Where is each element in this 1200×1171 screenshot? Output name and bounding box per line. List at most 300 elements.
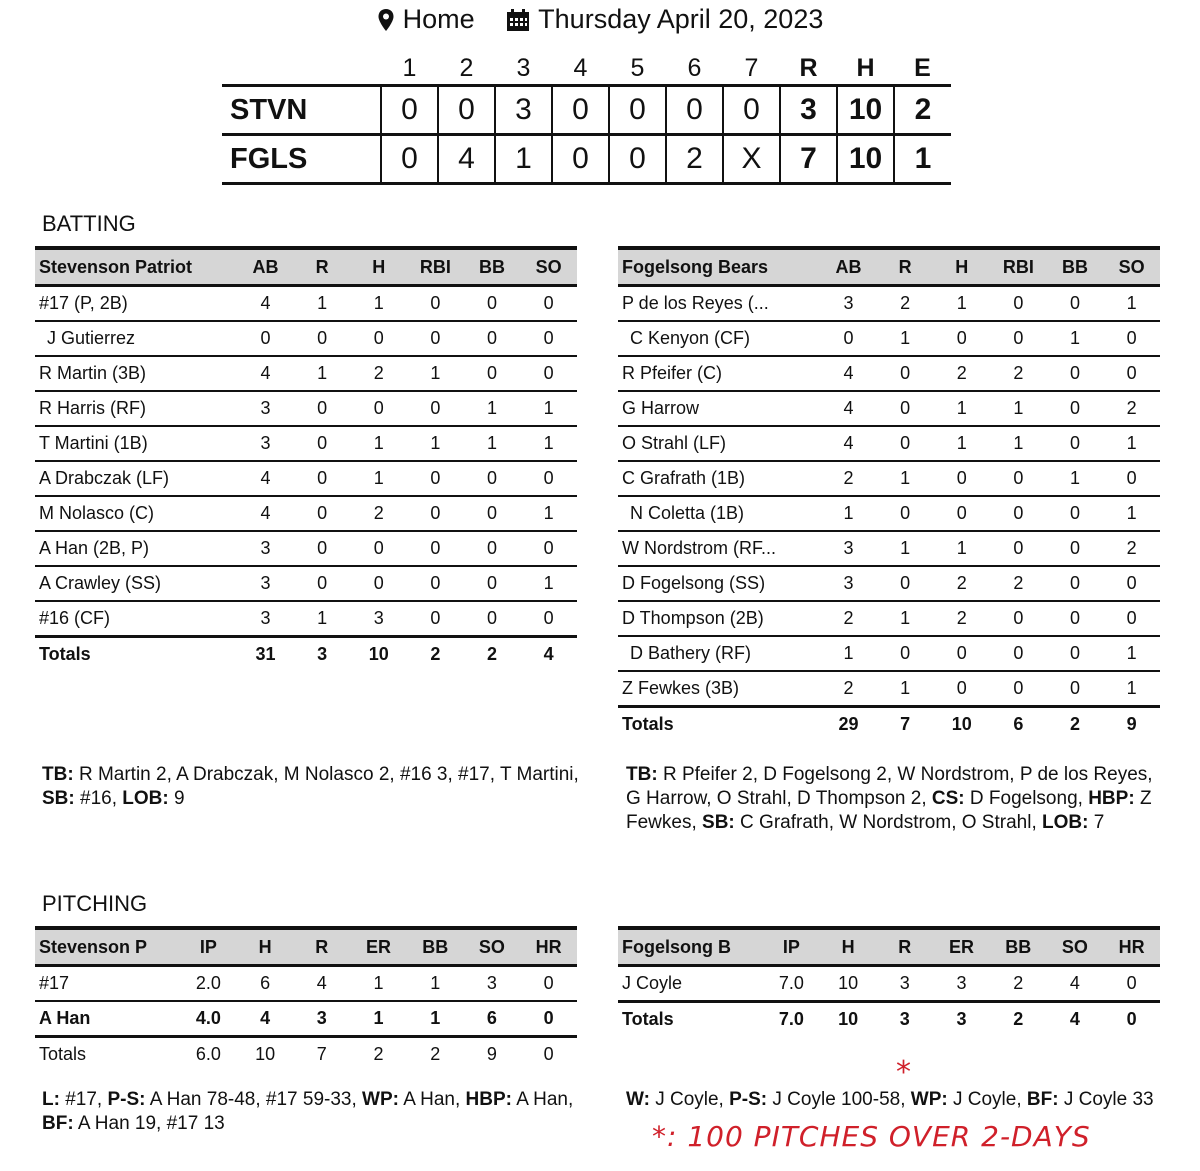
player-name: A Crawley (SS) — [35, 566, 237, 601]
stat-cell: 0 — [350, 566, 407, 601]
stat-cell: 0 — [407, 321, 464, 356]
stat-cell: 2 — [990, 356, 1047, 391]
stat-cell: 10 — [350, 637, 407, 672]
stat-cell: 0 — [877, 636, 934, 671]
team-runs: 3 — [780, 86, 837, 135]
table-row — [35, 321, 577, 356]
stat-cell: 4 — [237, 286, 294, 322]
inning-header: 6 — [687, 53, 702, 82]
player-name: A Han (2B, P) — [35, 531, 237, 566]
stat-cell: 2 — [820, 671, 877, 707]
stat-cell: 0 — [464, 286, 521, 322]
stat-cell: 1 — [877, 671, 934, 707]
table-row — [618, 321, 1160, 356]
inning-header: 5 — [630, 53, 645, 82]
inning-score: 0 — [723, 86, 780, 135]
table-row — [35, 531, 577, 566]
totals-label: Totals — [618, 707, 820, 742]
stat-cell: 2 — [373, 1044, 384, 1064]
stat-cell: 1 — [520, 391, 577, 426]
col-header: SO — [1103, 248, 1160, 286]
stat-cell: 0 — [1047, 286, 1104, 322]
note-label: L: — [42, 1089, 60, 1110]
note-value: Z Fewkes, — [626, 788, 1152, 833]
game-date — [506, 4, 823, 35]
stat-cell: 0 — [990, 461, 1047, 496]
note-value: J Coyle, — [952, 1089, 1022, 1110]
stat-cell: 0 — [520, 356, 577, 391]
team-runs: 7 — [780, 135, 837, 184]
stat-cell: 0 — [1047, 391, 1104, 426]
stat-cell: 1 — [877, 531, 934, 566]
team-errors: 2 — [894, 86, 951, 135]
stat-cell: 0 — [933, 671, 990, 707]
calendar-icon — [506, 8, 530, 32]
note-value: J Coyle 33 — [1063, 1089, 1154, 1110]
batting-title: BATTING — [42, 211, 136, 236]
stat-cell: 1 — [933, 531, 990, 566]
inning-score: 0 — [609, 135, 666, 184]
player-name: C Grafrath (1B) — [618, 461, 820, 496]
stat-cell: 1 — [407, 966, 464, 1002]
note-label: BF: — [42, 1113, 74, 1134]
stat-cell: 2 — [430, 1044, 441, 1064]
stat-cell: 1 — [1047, 461, 1104, 496]
table-row — [618, 426, 1160, 461]
inning-score: 1 — [495, 135, 552, 184]
stat-cell: 1 — [933, 426, 990, 461]
stat-cell: 2.0 — [180, 966, 237, 1002]
col-header: H — [820, 928, 877, 966]
player-name: J Coyle — [618, 966, 763, 1002]
stat-cell: 0 — [1047, 636, 1104, 671]
stat-cell: 3 — [350, 601, 407, 637]
stat-cell: 1 — [464, 391, 521, 426]
stat-cell: 0 — [464, 566, 521, 601]
team-hits: 10 — [837, 135, 894, 184]
stat-cell: 9 — [486, 1044, 497, 1064]
stat-cell: 3 — [464, 966, 521, 1002]
stat-cell: 10 — [255, 1044, 276, 1064]
batting-notes-home — [42, 763, 582, 811]
stat-cell: 0 — [1047, 426, 1104, 461]
stat-cell: 4 — [293, 966, 350, 1002]
stat-cell: 4 — [237, 356, 294, 391]
col-header: HR — [1103, 928, 1160, 966]
stat-cell: 0 — [520, 461, 577, 496]
stat-cell: 2 — [990, 1002, 1047, 1037]
stat-cell: 1 — [294, 286, 351, 322]
stat-cell: 0 — [294, 531, 351, 566]
stat-cell: 1 — [520, 426, 577, 461]
note-value: R Martin 2, A Drabczak, M Nolasco 2, #16 3, #17, T Martini, — [78, 764, 579, 785]
stat-cell: 0 — [407, 496, 464, 531]
table-row — [618, 966, 1160, 1002]
team-hits: 10 — [837, 86, 894, 135]
inning-score: 2 — [666, 135, 723, 184]
stat-cell: 2 — [350, 356, 407, 391]
batting-table-home — [35, 246, 577, 671]
stat-cell: 0 — [1103, 966, 1160, 1002]
stat-cell: 0 — [990, 531, 1047, 566]
col-header: R — [877, 248, 934, 286]
team-errors: 1 — [894, 135, 951, 184]
table-row — [618, 531, 1160, 566]
note-label: BF: — [1026, 1089, 1059, 1110]
stat-cell: 1 — [933, 391, 990, 426]
note-value: J Coyle, — [655, 1089, 724, 1110]
stat-cell: 2 — [820, 461, 877, 496]
stat-cell: 0 — [350, 391, 407, 426]
note-value: R Pfeifer 2, D Fogelsong 2, W Nordstrom, P de los Reyes, G Harrow, O Strahl, D Thompson 2, — [626, 764, 1153, 809]
inning-header: 1 — [402, 53, 417, 82]
col-header: IP — [763, 928, 820, 966]
stat-cell: 0 — [407, 601, 464, 637]
pitching-table-home — [35, 926, 577, 1071]
stat-cell: 3 — [933, 966, 990, 1002]
note-value: #16, — [80, 788, 117, 809]
player-name: N Coletta (1B) — [618, 496, 820, 531]
stat-cell: 0 — [877, 391, 934, 426]
stat-cell: 4 — [820, 426, 877, 461]
stat-cell: 2 — [933, 356, 990, 391]
stat-cell: 1 — [350, 1001, 407, 1037]
stat-cell: 0 — [990, 671, 1047, 707]
stat-cell: 0 — [294, 461, 351, 496]
stat-cell: 0 — [464, 321, 521, 356]
stat-cell: 2 — [990, 966, 1047, 1002]
stat-cell: 0 — [990, 496, 1047, 531]
stat-cell: 2 — [820, 601, 877, 636]
stat-cell: 2 — [1103, 391, 1160, 426]
player-name: R Martin (3B) — [35, 356, 237, 391]
stat-cell: 1 — [820, 636, 877, 671]
table-row — [35, 566, 577, 601]
stat-cell: 0 — [464, 356, 521, 391]
stat-cell: 0 — [1047, 496, 1104, 531]
stat-cell: 0 — [407, 461, 464, 496]
inning-score: 0 — [381, 86, 438, 135]
hits-header: H — [856, 53, 875, 82]
stat-cell: 6 — [990, 707, 1047, 742]
stat-cell: 0 — [294, 496, 351, 531]
player-name: O Strahl (LF) — [618, 426, 820, 461]
team-name: Fogelsong Bears — [618, 248, 820, 286]
col-header: SO — [520, 248, 577, 286]
stat-cell: 0 — [464, 601, 521, 637]
stat-cell: 0 — [877, 426, 934, 461]
table-row — [618, 671, 1160, 707]
stat-cell: 7.0 — [763, 966, 820, 1002]
table-row — [35, 966, 577, 1002]
stat-cell: 0 — [1103, 356, 1160, 391]
player-name: #17 — [35, 966, 180, 1002]
table-row — [35, 426, 577, 461]
stat-cell: 1 — [1103, 636, 1160, 671]
inning-score: X — [723, 135, 780, 184]
table-row — [618, 636, 1160, 671]
note-label: TB: — [42, 764, 74, 785]
table-row — [35, 286, 577, 322]
stat-cell: 3 — [294, 637, 351, 672]
table-row — [618, 286, 1160, 322]
stat-cell: 1 — [407, 426, 464, 461]
stat-cell: 2 — [407, 637, 464, 672]
stat-cell: 1 — [877, 601, 934, 636]
linescore-row-home — [222, 135, 951, 184]
note-label: TB: — [626, 764, 658, 785]
col-header: RBI — [407, 248, 464, 286]
stat-cell: 0 — [520, 531, 577, 566]
stat-cell: 0 — [237, 321, 294, 356]
stat-cell: 1 — [1103, 286, 1160, 322]
stat-cell: 0 — [294, 426, 351, 461]
stat-cell: 0 — [464, 461, 521, 496]
col-header: R — [876, 928, 933, 966]
stat-cell: 0 — [464, 531, 521, 566]
stat-cell: 4 — [820, 356, 877, 391]
stat-cell: 4 — [1047, 1002, 1104, 1037]
note-value: A Han, — [403, 1089, 461, 1110]
stat-cell: 3 — [820, 566, 877, 601]
stat-cell: 3 — [237, 566, 294, 601]
note-value: A Han, — [516, 1089, 574, 1110]
stat-cell: 0 — [294, 566, 351, 601]
player-name: D Thompson (2B) — [618, 601, 820, 636]
stat-cell: 3 — [876, 966, 933, 1002]
totals-row — [35, 1037, 577, 1072]
col-header: BB — [464, 248, 521, 286]
stat-cell: 0 — [877, 496, 934, 531]
stat-cell: 0 — [520, 601, 577, 637]
stat-cell: 1 — [407, 356, 464, 391]
note-value: C Grafrath, W Nordstrom, O Strahl, — [740, 812, 1037, 833]
table-row — [618, 391, 1160, 426]
totals-row — [618, 1002, 1160, 1037]
stat-cell: 1 — [520, 566, 577, 601]
team-name: Fogelsong B — [618, 928, 763, 966]
stat-cell: 1 — [820, 496, 877, 531]
stat-cell: 1 — [990, 391, 1047, 426]
annotation-note: *: 100 PITCHES OVER 2-DAYS — [652, 1120, 1091, 1153]
team-name: Stevenson Patriot — [35, 248, 237, 286]
stat-cell: 3 — [237, 601, 294, 637]
table-row — [618, 601, 1160, 636]
player-name: D Fogelsong (SS) — [618, 566, 820, 601]
col-header: SO — [464, 928, 521, 966]
table-row — [618, 496, 1160, 531]
stat-cell: 3 — [933, 1002, 990, 1037]
inning-score: 0 — [381, 135, 438, 184]
col-header: BB — [990, 928, 1047, 966]
col-header: ER — [933, 928, 990, 966]
stat-cell: 0 — [1047, 601, 1104, 636]
stat-cell: 0 — [350, 321, 407, 356]
linescore-row-away — [222, 86, 951, 135]
stat-cell: 3 — [293, 1001, 350, 1037]
stat-cell: 3 — [876, 1002, 933, 1037]
col-header: BB — [407, 928, 464, 966]
player-name: #17 (P, 2B) — [35, 286, 237, 322]
note-label: P-S: — [729, 1089, 768, 1110]
table-row — [618, 566, 1160, 601]
team-abbr: FGLS — [222, 135, 381, 184]
note-value: 7 — [1093, 812, 1105, 833]
inning-header: 4 — [573, 53, 588, 82]
stat-cell: 4 — [237, 461, 294, 496]
note-value: J Coyle 100-58, — [772, 1089, 906, 1110]
stat-cell: 0 — [520, 286, 577, 322]
stat-cell: 0 — [877, 566, 934, 601]
stat-cell: 0 — [1047, 566, 1104, 601]
player-name: A Drabczak (LF) — [35, 461, 237, 496]
stat-cell: 29 — [820, 707, 877, 742]
col-header: BB — [1047, 248, 1104, 286]
note-label: W: — [626, 1089, 650, 1110]
col-header: H — [933, 248, 990, 286]
note-value: D Fogelsong, — [969, 788, 1083, 809]
col-header: SO — [1047, 928, 1104, 966]
stat-cell: 1 — [933, 286, 990, 322]
stat-cell: 2 — [1103, 531, 1160, 566]
stat-cell: 0 — [1103, 566, 1160, 601]
stat-cell: 4 — [520, 637, 577, 672]
stat-cell: 0 — [933, 321, 990, 356]
col-header: RBI — [990, 248, 1047, 286]
note-label: SB: — [42, 788, 75, 809]
table-row — [35, 356, 577, 391]
pitching-notes-home — [42, 1088, 582, 1136]
stat-cell: 3 — [237, 426, 294, 461]
inning-score: 0 — [552, 86, 609, 135]
col-header: H — [350, 248, 407, 286]
table-row — [35, 1001, 577, 1037]
totals-label: Totals — [618, 1002, 763, 1037]
stat-cell: 4 — [820, 391, 877, 426]
note-label: SB: — [702, 812, 735, 833]
player-name: M Nolasco (C) — [35, 496, 237, 531]
table-row — [35, 391, 577, 426]
pitching-notes-away — [626, 1088, 1166, 1112]
errors-header: E — [914, 53, 931, 82]
col-header: ER — [350, 928, 407, 966]
location-text: Home — [402, 4, 475, 34]
stat-cell: 0 — [294, 391, 351, 426]
linescore-table — [222, 52, 951, 185]
stat-cell: 0 — [990, 601, 1047, 636]
stat-cell: 0 — [1103, 461, 1160, 496]
stat-cell: 1 — [350, 286, 407, 322]
stat-cell: 4.0 — [180, 1001, 237, 1037]
stat-cell: 2 — [990, 566, 1047, 601]
note-value: 9 — [174, 788, 185, 809]
inning-score: 4 — [438, 135, 495, 184]
runs-header: R — [799, 53, 818, 82]
stat-cell: 2 — [464, 637, 521, 672]
stat-cell: 31 — [237, 637, 294, 672]
stat-cell: 2 — [350, 496, 407, 531]
stat-cell: 7.0 — [763, 1002, 820, 1037]
inning-score: 3 — [495, 86, 552, 135]
annotation-asterisk: * — [896, 1055, 911, 1090]
player-name: C Kenyon (CF) — [618, 321, 820, 356]
date-text: Thursday April 20, 2023 — [538, 4, 824, 34]
game-header — [0, 4, 1200, 40]
player-name: J Gutierrez — [35, 321, 237, 356]
pitching-title: PITCHING — [42, 891, 148, 916]
totals-label: Totals — [39, 1044, 87, 1064]
stat-cell: 0 — [990, 636, 1047, 671]
stat-cell: 4 — [1047, 966, 1104, 1002]
stat-cell: 0 — [407, 566, 464, 601]
table-row — [618, 356, 1160, 391]
table-row — [35, 601, 577, 637]
player-name: A Han — [35, 1001, 180, 1037]
stat-cell: 0 — [520, 966, 577, 1002]
stat-cell: 2 — [933, 566, 990, 601]
pitching-table-away — [618, 926, 1160, 1036]
inning-header: 7 — [744, 53, 759, 82]
stat-cell: 2 — [1047, 707, 1104, 742]
stat-cell: 0 — [1103, 601, 1160, 636]
stat-cell: 0 — [1103, 321, 1160, 356]
linescore-header — [222, 52, 951, 86]
note-label: WP: — [362, 1089, 399, 1110]
inning-score: 0 — [552, 135, 609, 184]
stat-cell: 1 — [877, 321, 934, 356]
stat-cell: 4 — [237, 1001, 294, 1037]
stat-cell: 9 — [1103, 707, 1160, 742]
stat-cell: 0 — [407, 286, 464, 322]
stat-cell: 0 — [520, 1001, 577, 1037]
stat-cell: 0 — [350, 531, 407, 566]
stat-cell: 0 — [407, 531, 464, 566]
stat-cell: 1 — [1103, 671, 1160, 707]
stat-cell: 1 — [294, 601, 351, 637]
note-label: LOB: — [1042, 812, 1089, 833]
location — [377, 4, 475, 35]
inning-score: 0 — [438, 86, 495, 135]
player-name: R Harris (RF) — [35, 391, 237, 426]
col-header: R — [294, 248, 351, 286]
inning-score: 0 — [609, 86, 666, 135]
col-header: R — [293, 928, 350, 966]
player-name: R Pfeifer (C) — [618, 356, 820, 391]
stat-cell: 10 — [820, 1002, 877, 1037]
stat-cell: 2 — [933, 601, 990, 636]
player-name: Z Fewkes (3B) — [618, 671, 820, 707]
stat-cell: 1 — [294, 356, 351, 391]
stat-cell: 3 — [237, 531, 294, 566]
stat-cell: 0 — [1047, 531, 1104, 566]
stat-cell: 10 — [820, 966, 877, 1002]
stat-cell: 1 — [1047, 321, 1104, 356]
team-abbr: STVN — [222, 86, 381, 135]
note-label: WP: — [910, 1089, 948, 1110]
stat-cell: 1 — [350, 966, 407, 1002]
totals-label: Totals — [35, 637, 237, 672]
player-name: D Bathery (RF) — [618, 636, 820, 671]
stat-cell: 0 — [933, 636, 990, 671]
stat-cell: 1 — [1103, 496, 1160, 531]
inning-header: 2 — [459, 53, 474, 82]
stat-cell: 6.0 — [195, 1044, 221, 1064]
col-header: HR — [520, 928, 577, 966]
stat-cell: 1 — [464, 426, 521, 461]
stat-cell: 0 — [990, 286, 1047, 322]
stat-cell: 0 — [933, 496, 990, 531]
player-name: P de los Reyes (... — [618, 286, 820, 322]
